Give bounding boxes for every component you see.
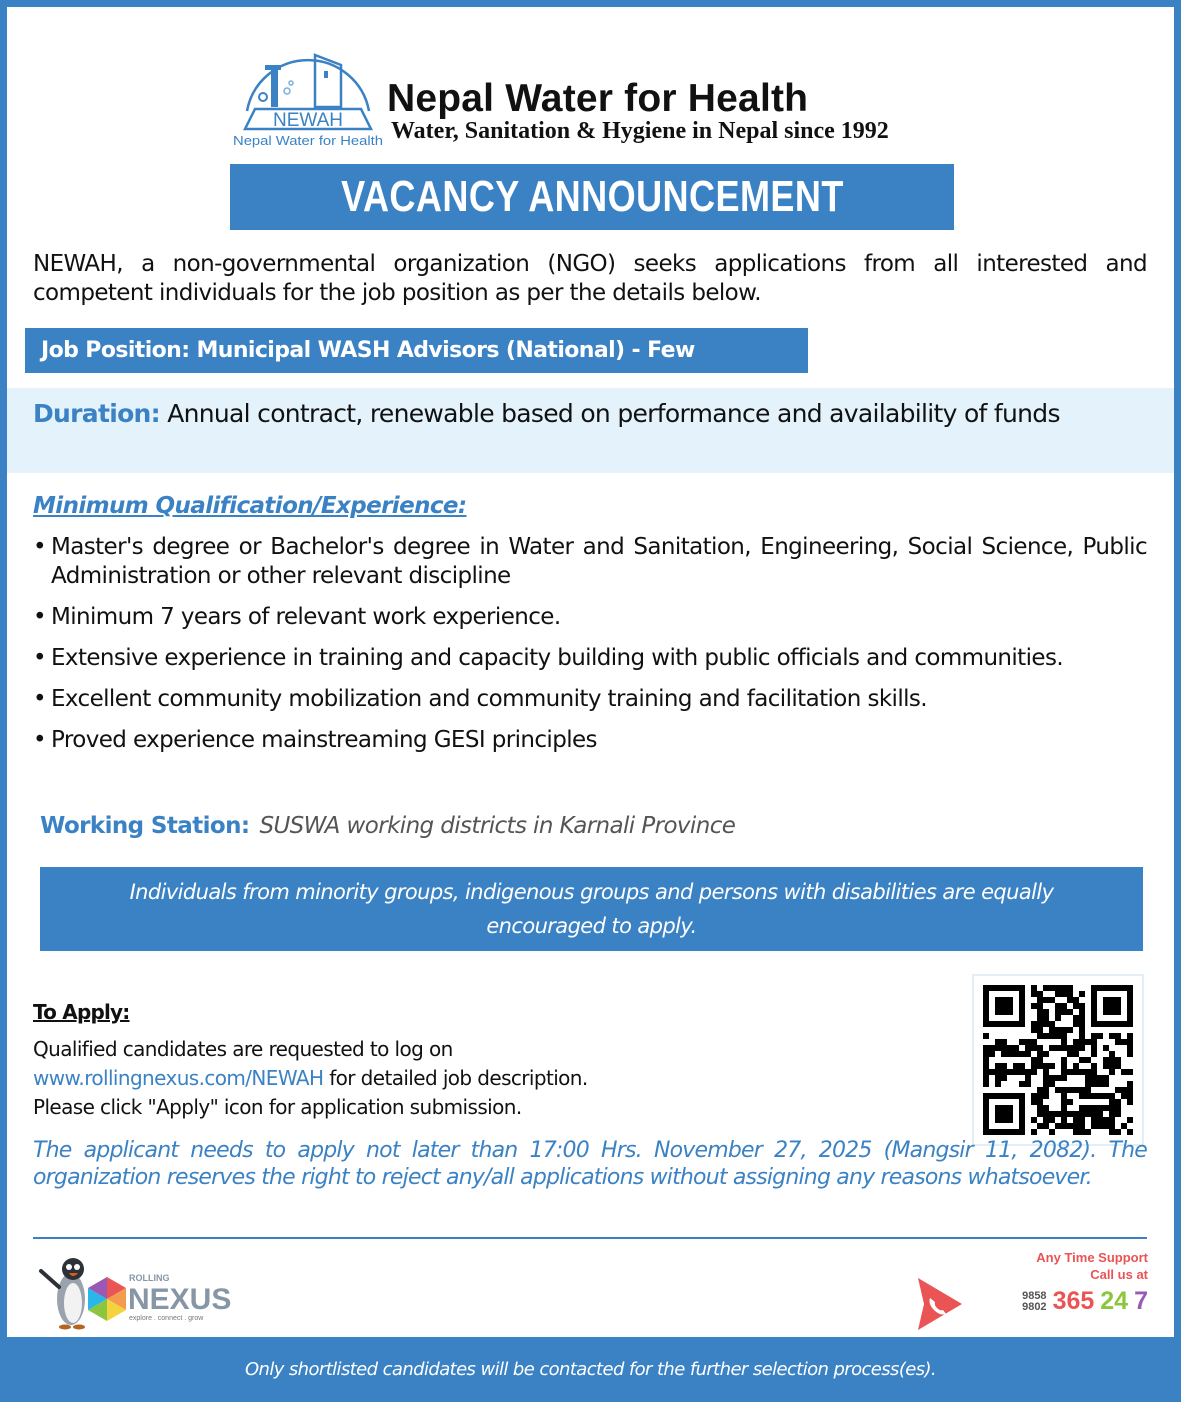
qr-code-icon <box>983 985 1133 1135</box>
deadline-notice: The applicant needs to apply not later than 17:00 Hrs. November 27, 2025 (Mangsir 11, 2082). The organization reserves the right to reject any/all applications without assigning any reasons whatsoever. <box>33 1138 1147 1190</box>
vacancy-banner <box>230 164 954 230</box>
bullet-icon: • <box>33 534 46 560</box>
apply-instructions <box>33 1035 793 1122</box>
qualification-item <box>33 533 1147 591</box>
bullet-icon: • <box>33 645 46 671</box>
support-contact <box>918 1250 1148 1330</box>
support-line-2: Call us at <box>1090 1267 1148 1282</box>
apply-line-2-suffix: for detailed job description. <box>323 1066 588 1090</box>
hexagon-mark-icon <box>88 1277 126 1321</box>
hotline-365: 365 <box>1052 1287 1095 1315</box>
apply-line-3: Please click "Apply" icon for application submission. <box>33 1095 522 1119</box>
nexus-text: NEXUS <box>128 1283 232 1316</box>
phone-prefix-2: 9802 <box>1022 1300 1047 1313</box>
newah-logo-icon <box>229 25 387 149</box>
announcement-sheet <box>7 7 1174 1337</box>
qualification-text: Excellent community mobilization and community training and facilitation skills. <box>51 686 928 712</box>
phone-prefix-1: 9858 <box>1022 1289 1047 1302</box>
bullet-icon: • <box>33 604 46 630</box>
logo-caption: Nepal Water for Health <box>233 134 384 148</box>
qr-code[interactable] <box>972 974 1144 1146</box>
working-station-value: SUSWA working districts in Karnali Province <box>259 813 736 839</box>
support-phone-prefixes <box>1022 1291 1046 1313</box>
working-station-label: Working Station: <box>40 813 250 839</box>
apply-line-2 <box>33 1064 793 1093</box>
job-position-bar: Job Position: Municipal WASH Advisors (National) - Few <box>25 328 808 373</box>
footer-note: Only shortlisted candidates will be contacted for the further selection process(es). <box>244 1359 937 1380</box>
qualification-text: Proved experience mainstreaming GESI principles <box>51 727 597 753</box>
bullet-icon: • <box>33 686 46 712</box>
qualification-heading: Minimum Qualification/Experience: <box>33 493 467 519</box>
qualification-item <box>33 685 1147 714</box>
divider <box>33 1237 1147 1239</box>
hotline-7: 7 <box>1134 1287 1148 1315</box>
support-numbers <box>1022 1287 1148 1316</box>
qualification-item <box>33 644 1147 673</box>
apply-link[interactable]: www.rollingnexus.com/NEWAH <box>33 1066 324 1090</box>
org-name: Nepal Water for Health <box>387 77 809 120</box>
duration-value: Annual contract, renewable based on performance and availability of funds <box>167 399 1060 428</box>
qualification-item <box>33 726 1147 755</box>
phone-icon <box>918 1278 962 1330</box>
org-tagline: Water, Sanitation & Hygiene in Nepal since 1992 <box>391 118 889 144</box>
support-line-1: Any Time Support <box>1036 1250 1148 1265</box>
support-hotline <box>1053 1287 1148 1316</box>
intro-paragraph: NEWAH, a non-governmental organization (NGO) seeks applications from all interested and competent individuals for the job position as per the details below. <box>33 251 1147 306</box>
vacancy-title: VACANCY ANNOUNCEMENT <box>340 172 844 221</box>
rolling-nexus-logo <box>29 1251 249 1331</box>
logo-acronym: NEWAH <box>272 110 344 131</box>
qualification-text: Extensive experience in training and capacity building with public officials and communities. <box>51 645 1064 671</box>
apply-heading: To Apply: <box>33 1000 130 1024</box>
qualification-text: Master's degree or Bachelor's degree in Water and Sanitation, Engineering, Social Science, Public Administration or other relevant discipline <box>51 534 1147 589</box>
qualification-text: Minimum 7 years of relevant work experience. <box>51 604 561 630</box>
qualification-item <box>33 603 1147 632</box>
apply-line-1: Qualified candidates are requested to log on <box>33 1037 453 1061</box>
rolling-text: ROLLING <box>129 1273 170 1283</box>
nexus-slogan: explore . connect . grow <box>129 1315 204 1322</box>
duration <box>33 399 1143 429</box>
working-station <box>40 813 735 839</box>
penguin-mascot-icon <box>41 1258 85 1330</box>
qualification-list <box>33 533 1147 767</box>
bullet-icon: • <box>33 727 46 753</box>
duration-label: Duration: <box>33 399 160 428</box>
hotline-24: 24 <box>1100 1287 1129 1315</box>
inclusion-note: Individuals from minority groups, indigenous groups and persons with disabilities are equally encouraged to apply. <box>40 867 1143 951</box>
